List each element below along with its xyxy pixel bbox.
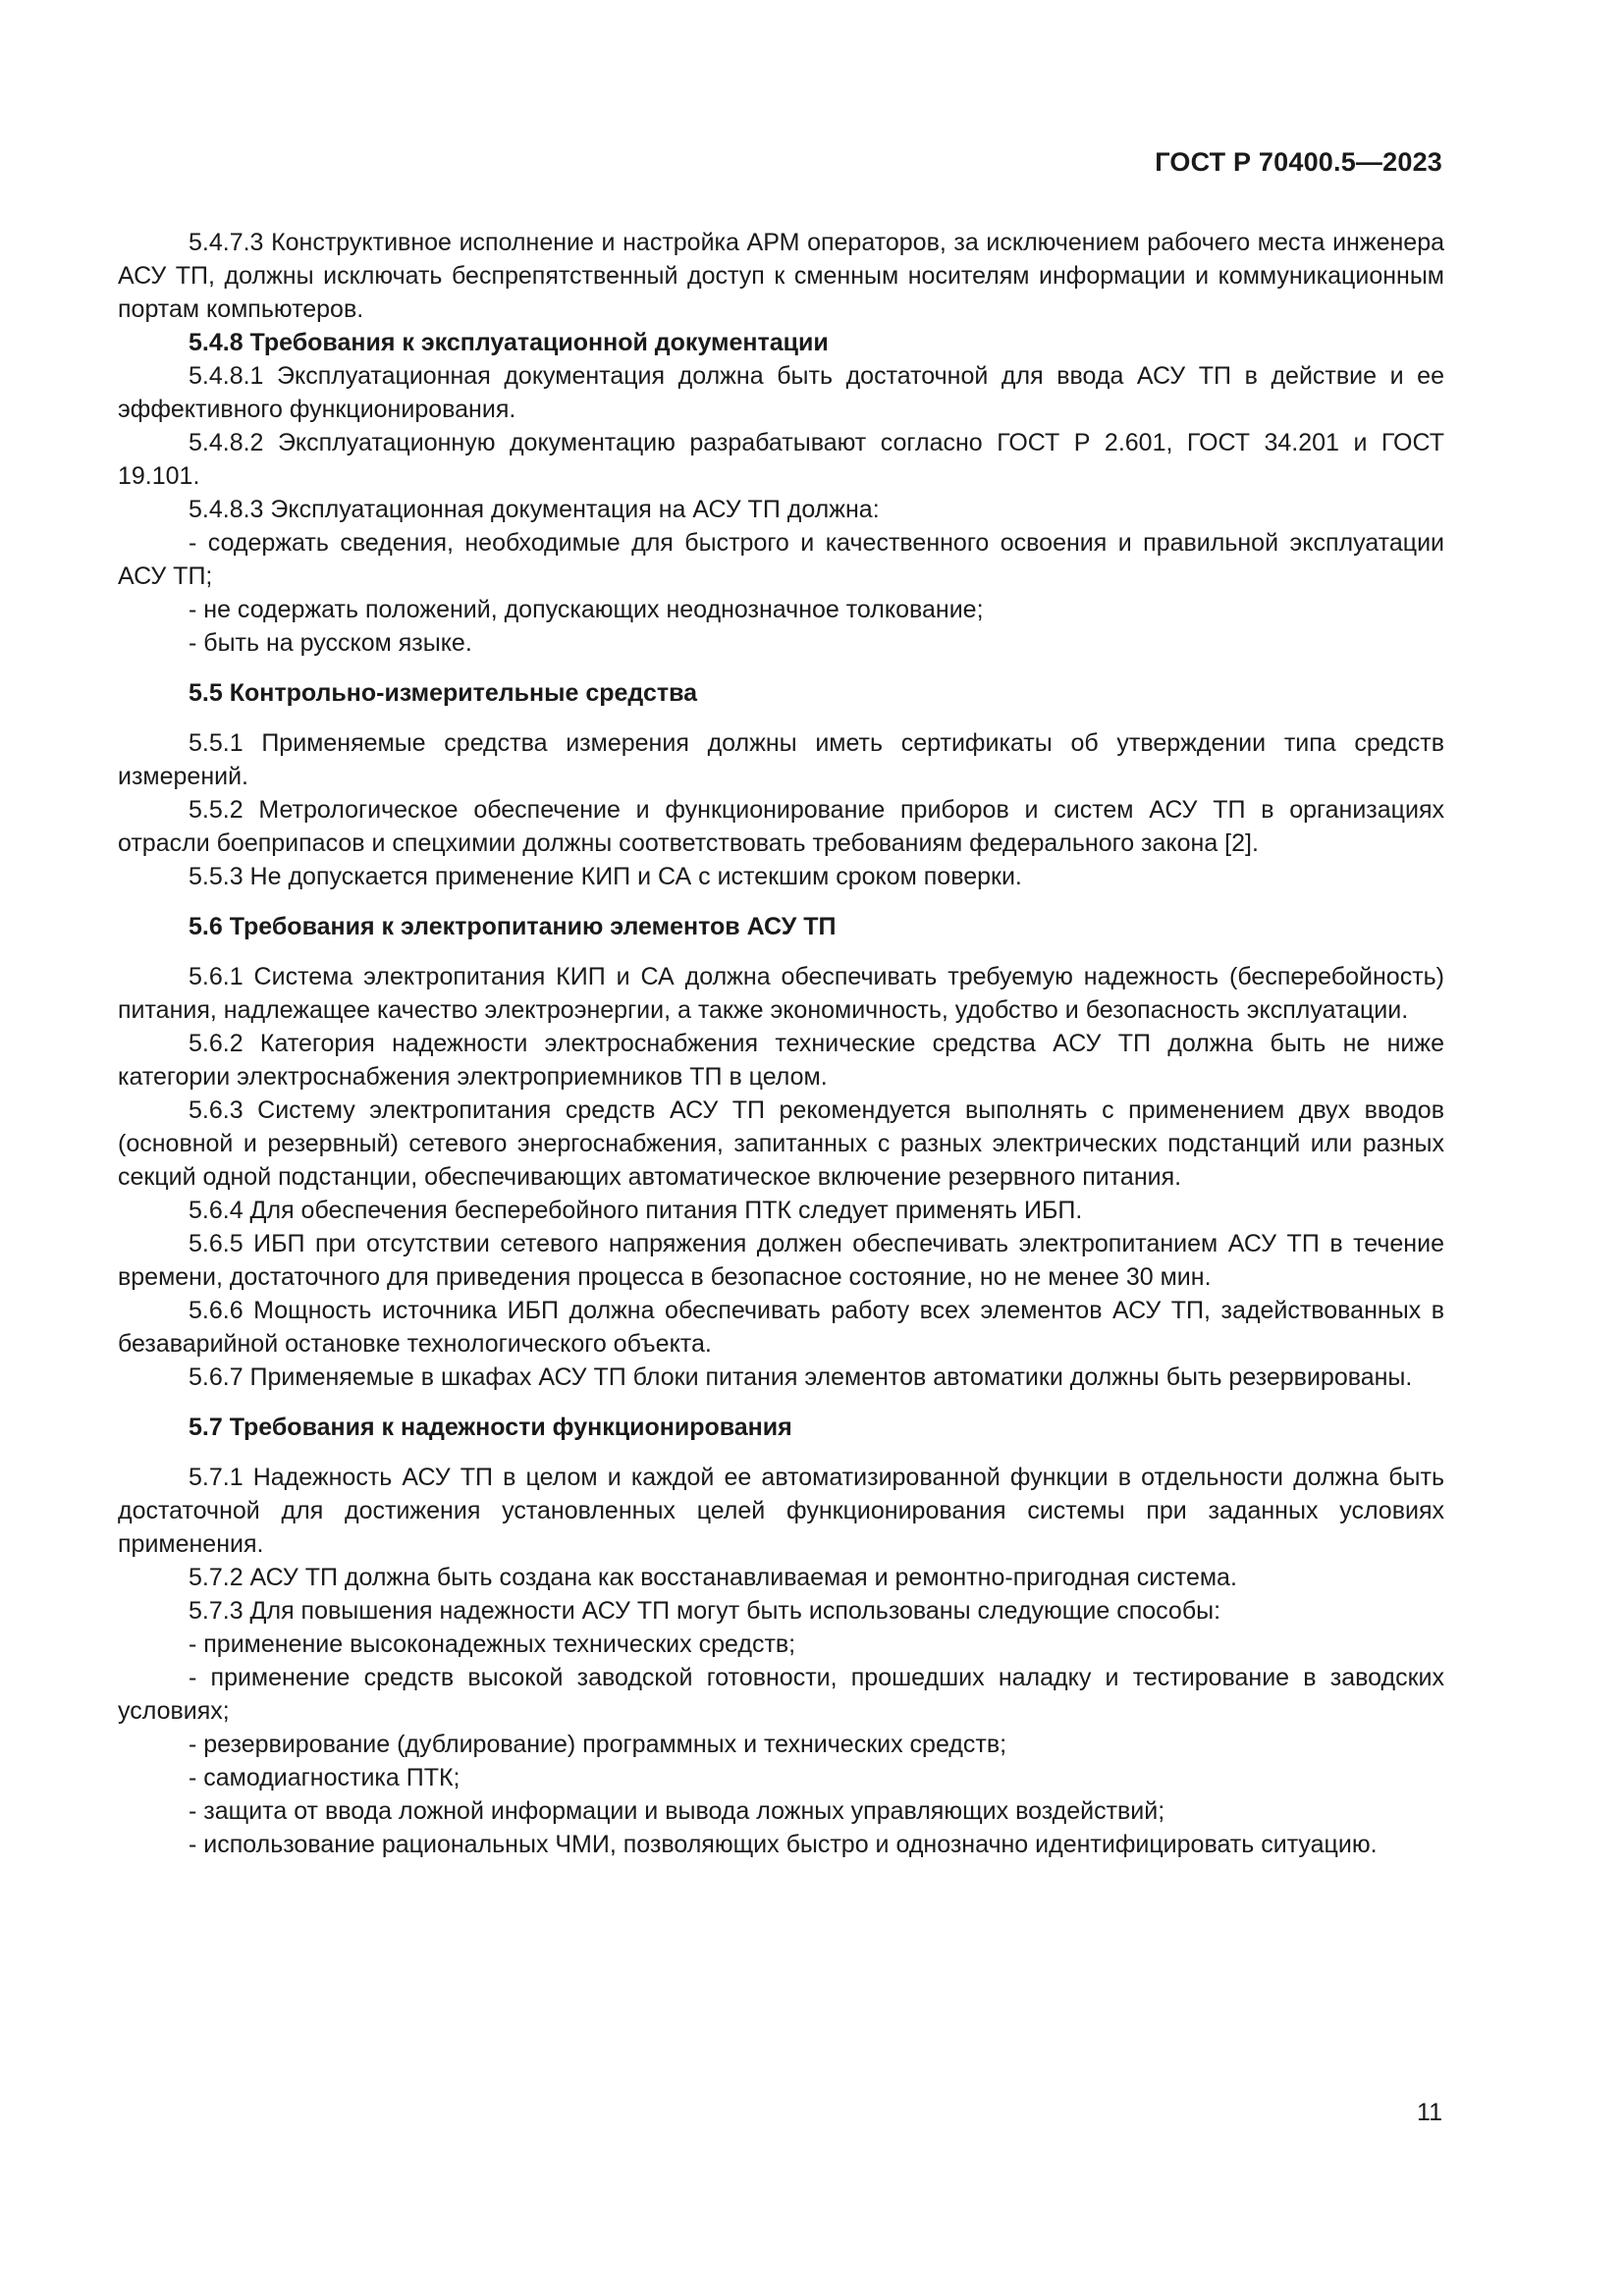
list-item: - самодиагностика ПТК; — [189, 1764, 460, 1791]
list-item: - применение высоконадежных технических средств; — [189, 1630, 796, 1658]
document-body — [118, 226, 1444, 1861]
section-heading-5-7: 5.7 Требования к надежности функционирования — [189, 1414, 792, 1441]
paragraph-5-4-7-3: 5.4.7.3 Конструктивное исполнение и настройка АРМ операторов, за исключением рабочего места инженера АСУ ТП, должны исключать беспрепятственный доступ к сменным носителям информации и коммуникационным портам компьютеров. — [118, 229, 1444, 323]
section-heading-5-5: 5.5 Контрольно-измерительные средства — [189, 679, 698, 707]
paragraph-5-6-6: 5.6.6 Мощность источника ИБП должна обеспечивать работу всех элементов АСУ ТП, задействованных в безаварийной остановке технологического объекта. — [118, 1297, 1444, 1358]
paragraph-5-4-8-1: 5.4.8.1 Эксплуатационная документация должна быть достаточной для ввода АСУ ТП в действие и ее эффективного функционирования. — [118, 362, 1444, 423]
paragraph-5-5-1: 5.5.1 Применяемые средства измерения должны иметь сертификаты об утверждении типа средств измерений. — [118, 729, 1444, 790]
paragraph-5-4-8-2: 5.4.8.2 Эксплуатационную документацию разрабатывают согласно ГОСТ Р 2.601, ГОСТ 34.201 и ГОСТ 19.101. — [118, 429, 1444, 490]
list-item: - не содержать положений, допускающих неоднозначное толкование; — [189, 596, 984, 623]
list-item: - применение средств высокой заводской готовности, прошедших наладку и тестирование в заводских условиях; — [118, 1664, 1444, 1725]
list-item: - использование рациональных ЧМИ, позволяющих быстро и однозначно идентифицировать ситуацию. — [189, 1831, 1378, 1858]
paragraph-5-4-8-3: 5.4.8.3 Эксплуатационная документация на АСУ ТП должна: — [189, 496, 880, 523]
paragraph-5-6-3: 5.6.3 Систему электропитания средств АСУ ТП рекомендуется выполнять с применением двух вводов (основной и резервный) сетевого энергоснабжения, запитанных с разных электрических подстанций или разных секций одной подстанции, обеспечивающих автоматическое включение резервного питания. — [118, 1096, 1444, 1191]
paragraph-5-7-3: 5.7.3 Для повышения надежности АСУ ТП могут быть использованы следующие способы: — [189, 1597, 1221, 1625]
paragraph-5-5-3: 5.5.3 Не допускается применение КИП и СА с истекшим сроком поверки. — [189, 863, 1022, 890]
paragraph-5-5-2: 5.5.2 Метрологическое обеспечение и функционирование приборов и систем АСУ ТП в организациях отрасли боеприпасов и спецхимии должны соответствовать требованиям федерального закона [2]. — [118, 796, 1444, 857]
paragraph-5-6-1: 5.6.1 Система электропитания КИП и СА должна обеспечивать требуемую надежность (бесперебойность) питания, надлежащее качество электроэнергии, а также экономичность, удобство и безопасность эксплуатации. — [118, 963, 1444, 1024]
list-item: - содержать сведения, необходимые для быстрого и качественного освоения и правильной эксплуатации АСУ ТП; — [118, 529, 1444, 590]
paragraph-5-6-4: 5.6.4 Для обеспечения бесперебойного питания ПТК следует применять ИБП. — [189, 1197, 1083, 1224]
paragraph-5-7-2: 5.7.2 АСУ ТП должна быть создана как восстанавливаемая и ремонтно-пригодная система. — [189, 1564, 1237, 1591]
list-item: - резервирование (дублирование) программных и технических средств; — [189, 1731, 1007, 1758]
document-header: ГОСТ Р 70400.5—2023 — [1155, 147, 1442, 177]
paragraph-5-6-2: 5.6.2 Категория надежности электроснабжения технические средства АСУ ТП должна быть не ниже категории электроснабжения электроприемников ТП в целом. — [118, 1030, 1444, 1091]
list-item: - быть на русском языке. — [189, 629, 472, 657]
subsection-heading-5-4-8: 5.4.8 Требования к эксплуатационной документации — [189, 329, 829, 356]
section-heading-5-6: 5.6 Требования к электропитанию элементов АСУ ТП — [189, 913, 837, 940]
paragraph-5-6-5: 5.6.5 ИБП при отсутствии сетевого напряжения должен обеспечивать электропитанием АСУ ТП в течение времени, достаточного для приведения процесса в безопасное состояние, но не менее 30 мин. — [118, 1230, 1444, 1291]
paragraph-5-6-7: 5.6.7 Применяемые в шкафах АСУ ТП блоки питания элементов автоматики должны быть резервированы. — [189, 1363, 1413, 1391]
paragraph-5-7-1: 5.7.1 Надежность АСУ ТП в целом и каждой ее автоматизированной функции в отдельности должна быть достаточной для достижения установленных целей функционирования системы при заданных условиях применения. — [118, 1464, 1444, 1558]
page-number: 11 — [1417, 2099, 1442, 2126]
list-item: - защита от ввода ложной информации и вывода ложных управляющих воздействий; — [189, 1797, 1165, 1825]
